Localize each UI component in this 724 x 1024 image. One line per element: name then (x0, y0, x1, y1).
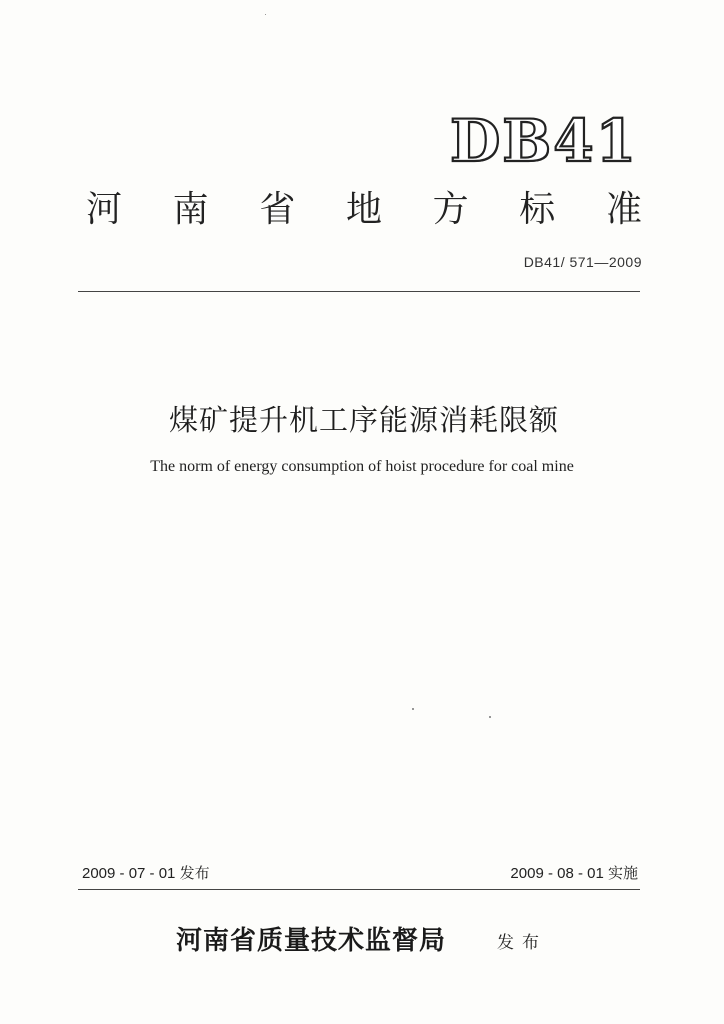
footer-divider (78, 889, 640, 890)
issue-date: 2009 - 07 - 01 发布 (82, 865, 210, 882)
publish-label: 发布 (497, 933, 547, 953)
standard-type-char: 省 (259, 189, 296, 230)
standard-type-char: 准 (605, 189, 642, 230)
publisher-name: 河南省质量技术监督局 (176, 926, 447, 956)
standard-type-char: 标 (519, 189, 556, 230)
standard-type-char: 地 (345, 189, 382, 230)
standard-number: DB41/ 571—2009 (523, 254, 642, 270)
header-divider (78, 291, 640, 292)
standard-type-title (86, 189, 642, 230)
standard-type-char: 南 (172, 189, 209, 230)
implementation-date: 2009 - 08 - 01 实施 (510, 865, 638, 882)
document-title-english: The norm of energy consumption of hoist procedure for coal mine (150, 458, 574, 475)
scan-speck (265, 14, 266, 15)
standard-code-logo: DB41 (449, 107, 638, 175)
standard-type-char: 方 (432, 189, 469, 230)
scan-speck (489, 716, 491, 718)
document-title-chinese: 煤矿提升机工序能源消耗限额 (168, 403, 559, 437)
standard-type-char: 河 (86, 189, 123, 230)
scan-speck (412, 708, 414, 710)
